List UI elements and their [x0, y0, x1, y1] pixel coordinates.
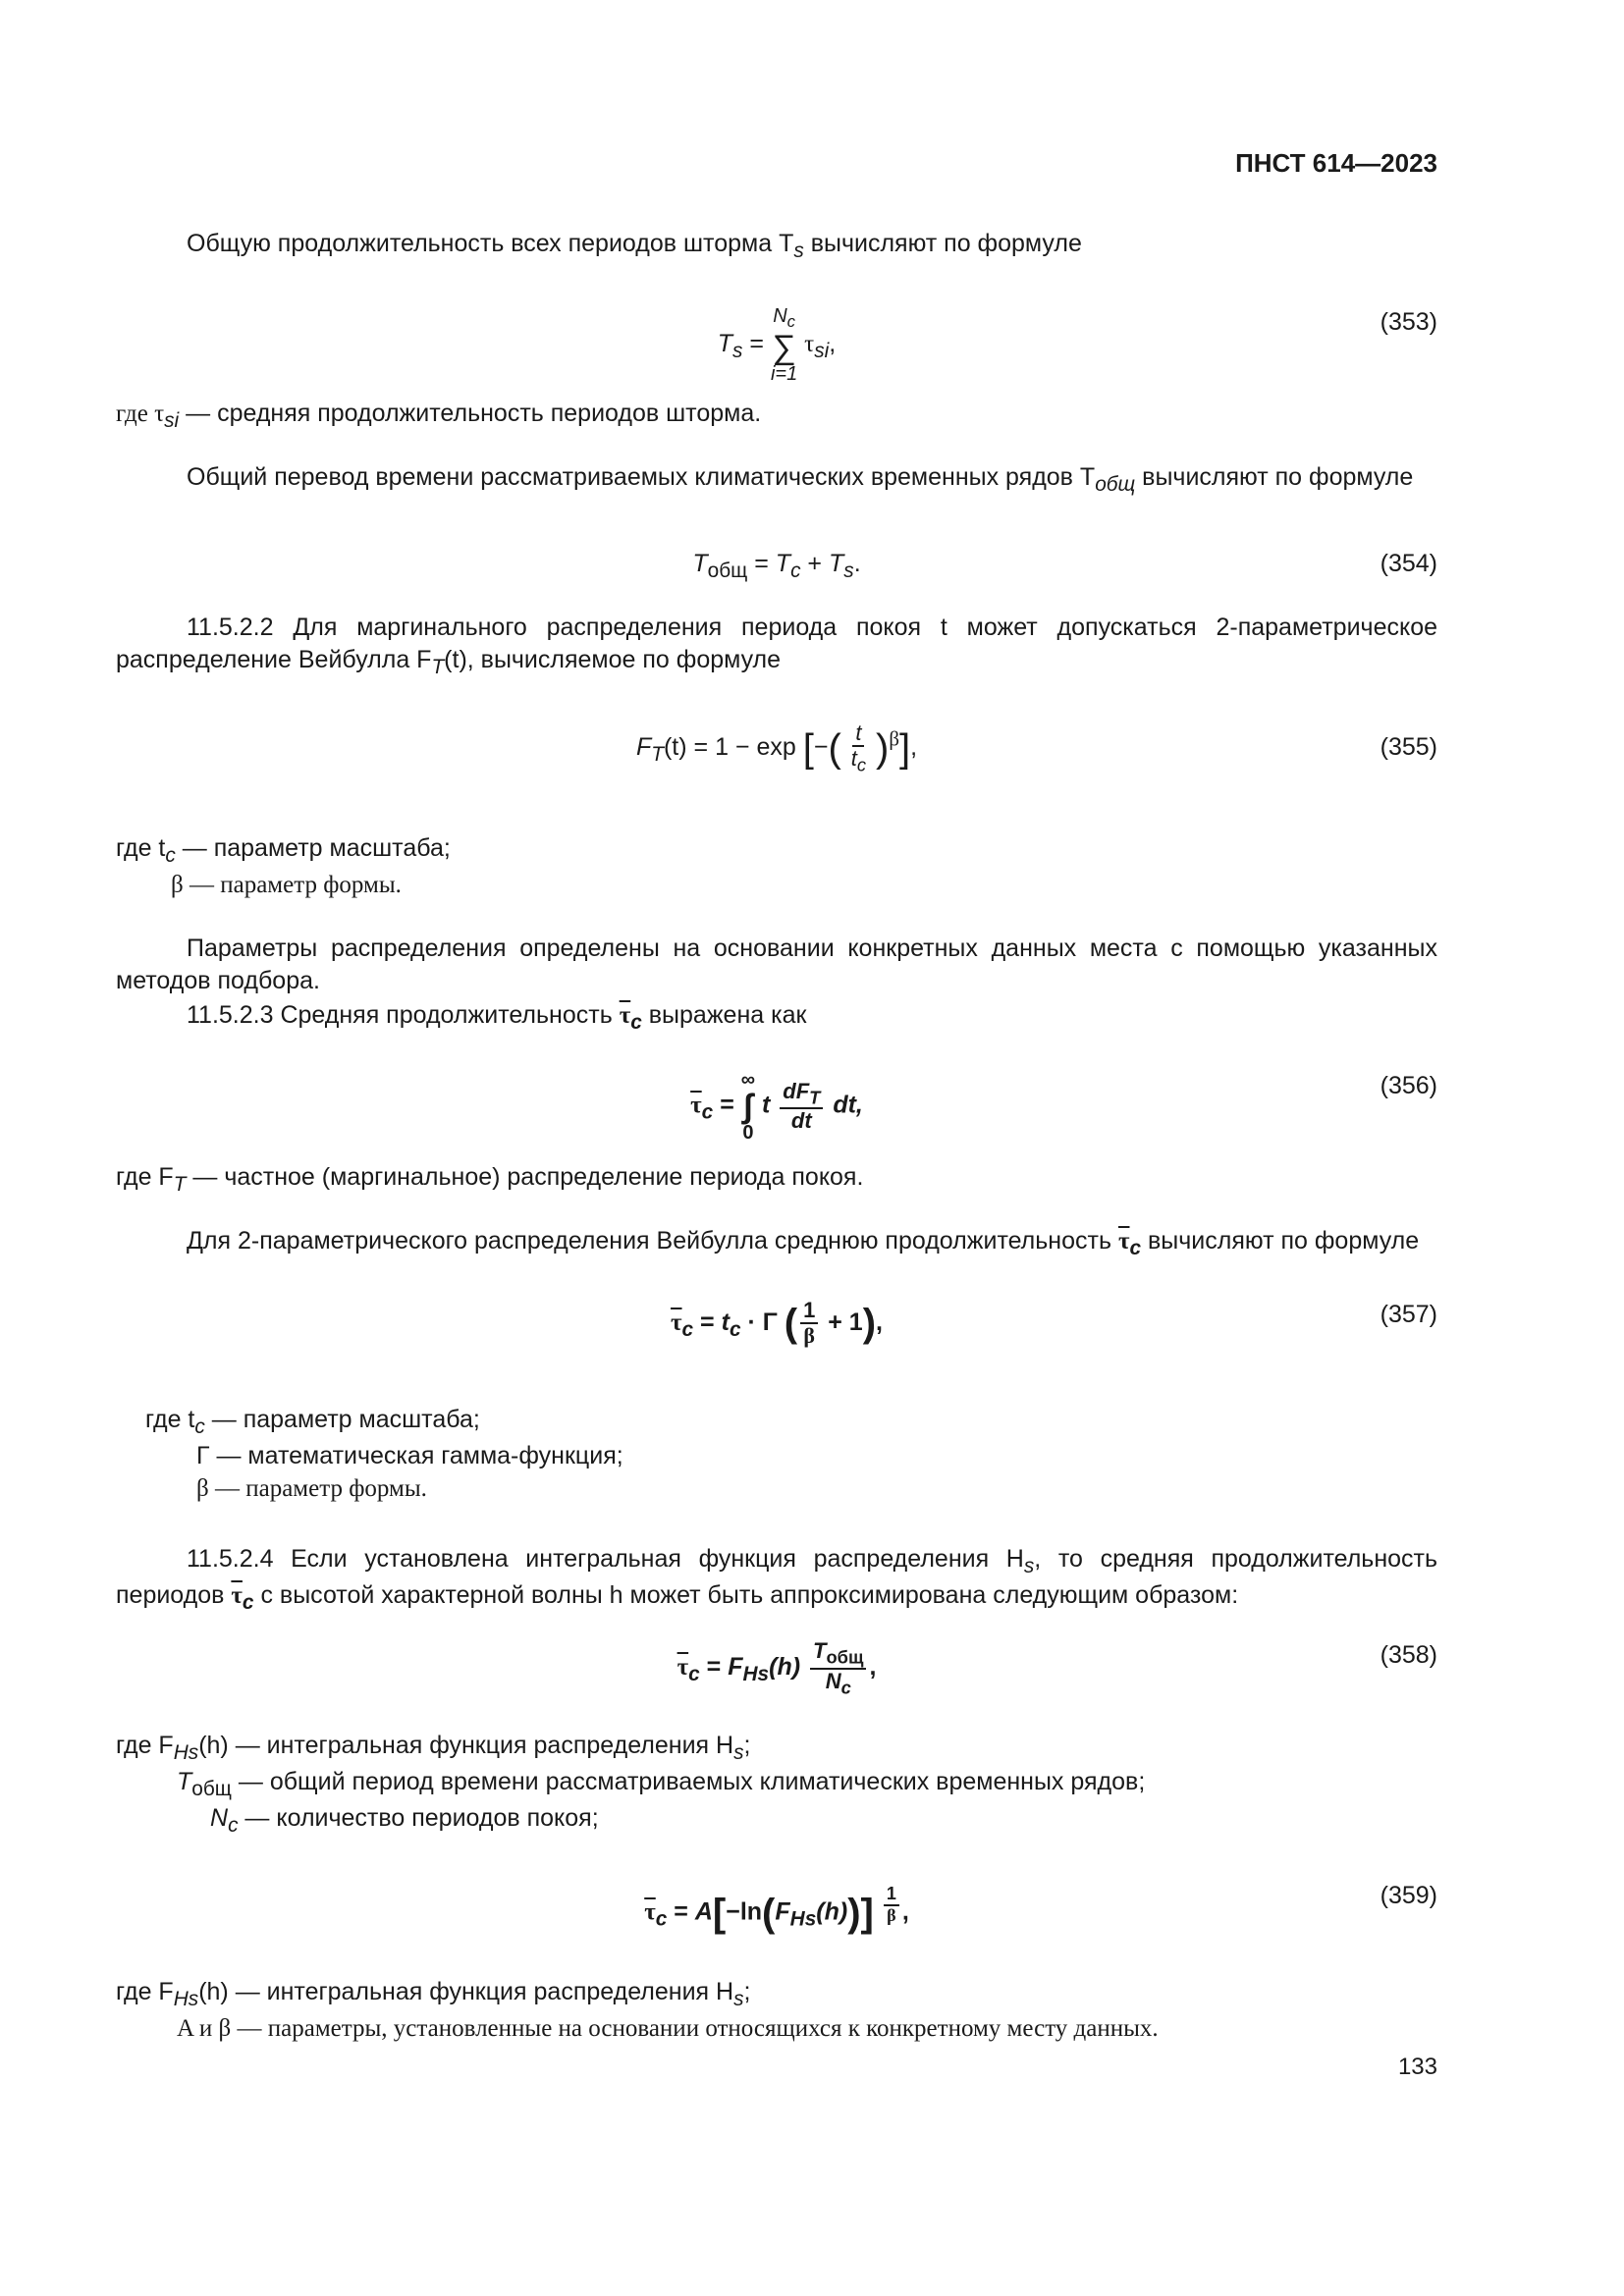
where-359: где $F_{Hs}(h)$ — интегральная функция распределения $H_s$; A и β — параметры, установленные на основании относящихся к конкретному месту данных. — [116, 1978, 1159, 2043]
paragraph-11-5-2-2: 11.5.2.2 Для маргинального распределения периода покоя t может допускаться 2-параметрическое распределение Вейбулла $F_T(t)$, вычисляемое по формуле — [116, 614, 1437, 678]
where-357: где $t_c$ — параметр масштаба; Г — математическая гамма-функция; β — параметр формы. — [145, 1406, 623, 1502]
equation-number-355: (355) — [1380, 733, 1437, 761]
where-358: где $F_{Hs}(h)$ — интегральная функция распределения $H_s$; $T_{общ}$ — общий период времени рассматриваемых климатических временных рядов; $N_c$ — количество периодов покоя; — [116, 1732, 1146, 1838]
equation-354: $T_{общ} = T_c + T_s$. (354) — [692, 550, 1437, 582]
equation-number-358: (358) — [1380, 1641, 1437, 1669]
page-number: 133 — [1397, 2054, 1437, 2080]
equation-359: $\overline{\tau}_c = A[-\ln(F_{Hs}(h))]$ $^{\frac{1}{\beta}}$ , (359) — [644, 1882, 1437, 1936]
document-header: ПНСТ 614—2023 — [1235, 148, 1437, 178]
equation-number-359: (359) — [1380, 1882, 1437, 1909]
where-353: где $\tau_{si}$ — средняя продолжительность периодов шторма. — [116, 400, 762, 432]
equation-353: $T_s$ = $N_c$ ∑ i=1 $\tau_{si}$, (353) — [717, 305, 1437, 385]
equation-number-353: (353) — [1380, 308, 1437, 336]
paragraph-total-storm-duration: Общую продолжительность всех периодов шторма $T_s$ вычисляют по формуле — [187, 230, 1082, 262]
equation-357: $\overline{\tau}_c = t_c \cdot \Gamma$ ( $\frac{1}{\beta}$ + 1), (357) — [670, 1298, 1437, 1349]
paragraph-parameters: Параметры распределения определены на основании конкретных данных места с помощью указанных методов подбора. — [116, 934, 1437, 994]
equation-number-357: (357) — [1380, 1301, 1437, 1328]
paragraph-total-time: Общий перевод времени рассматриваемых климатических временных рядов $T_{общ}$ вычисляют по формуле — [187, 463, 1414, 496]
paragraph-weibull-mean: Для 2-параметрического распределения Вейбулла среднюю продолжительность $\overline{\tau}_c$ вычисляют по формуле — [187, 1227, 1420, 1259]
equation-358: $\overline{\tau}_c = F_{Hs}(h)$ $\frac{T_{общ}}{N_c}$ , (358) — [677, 1638, 1437, 1697]
equation-355: $F_T(t) = 1 - \exp$ [−( $\frac{t}{t_c}$ )$^\beta$], (355) — [635, 721, 1437, 775]
equation-number-354: (354) — [1380, 550, 1437, 577]
equation-356: $\overline{\tau}_c$ = ∞ ∫ 0 t $\frac{dF_T}{dt}$ dt, (356) — [690, 1069, 1437, 1144]
paragraph-11-5-2-4: 11.5.2.4 Если установлена интегральная функция распределения $H_s$, то средняя продолжительность периодов $\overline{\tau}_c$ с высотой характерной волны h может быть аппроксимирована следующим образом: — [116, 1545, 1438, 1615]
equation-number-356: (356) — [1380, 1072, 1437, 1099]
where-355: где $t_c$ — параметр масштаба; β — параметр формы. — [116, 834, 451, 899]
paragraph-11-5-2-3: 11.5.2.3 Средняя продолжительность $\overline{\tau}_c$ выражена как — [187, 1001, 807, 1034]
where-356: где $F_T$ — частное (маргинальное) распределение периода покоя. — [116, 1163, 864, 1196]
